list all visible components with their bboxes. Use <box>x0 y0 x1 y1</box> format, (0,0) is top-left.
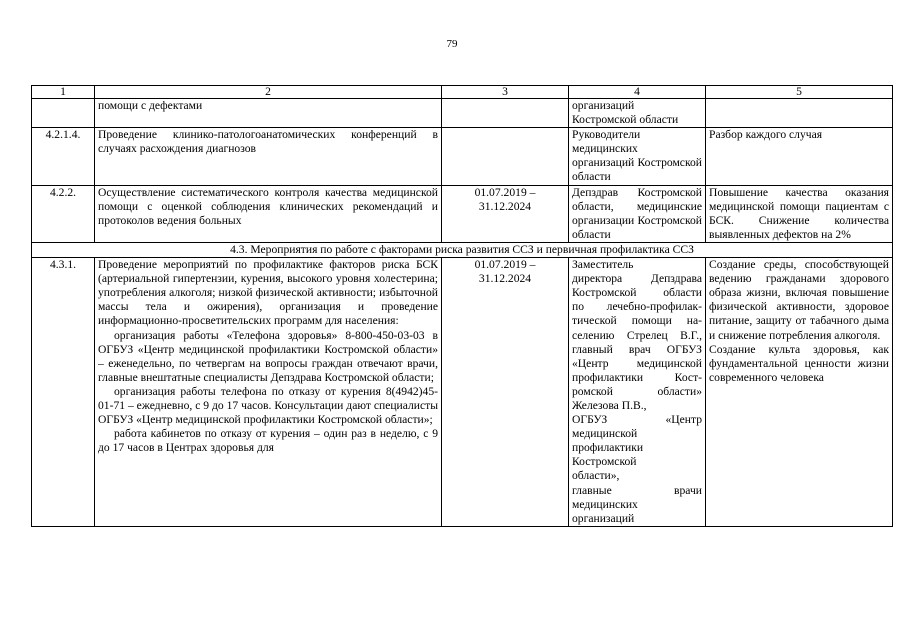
table-row <box>32 128 893 185</box>
executor-cell: Заместитель директора Депздрава Костромской области по лечебно-профилак- тической помощи на- селению Стрелец В.Г., главный врач ОГБУЗ «Центр медицинской профилактики Кост- ромской области» Железова П.В., ОГБУЗ «Центр медицинской профилактики Костромской области», главные врачи медицинских организаций <box>569 258 706 527</box>
header-cell: 4 <box>569 86 706 99</box>
table-row <box>32 99 893 128</box>
executor-cell: организаций Костромской области <box>569 99 706 128</box>
page-number: 79 <box>446 38 458 50</box>
header-cell: 2 <box>95 86 442 99</box>
header-cell: 1 <box>32 86 95 99</box>
table-row <box>32 258 893 527</box>
row-number: 4.2.2. <box>32 185 95 242</box>
table-row <box>32 185 893 242</box>
result-cell: Разбор каждого случая <box>706 128 893 185</box>
term-cell <box>442 99 569 128</box>
measure-cell: помощи с дефектами <box>95 99 442 128</box>
result-cell <box>706 99 893 128</box>
term-cell <box>442 128 569 185</box>
section-row <box>32 242 893 257</box>
row-number <box>32 99 95 128</box>
row-number: 4.2.1.4. <box>32 128 95 185</box>
measure-cell: Проведение мероприятий по профилактике факторов риска БСК (артериальной гипертензии, курения, высокого уровня холестерина; употребления алкоголя; низкой физической активности; избыточной массы тела и ожирения), организация и проведение информационно-просветительских программ для населения: организация работы «Телефона здоровья» 8-800-450-03-03 в ОГБУЗ «Центр медицинской профилактики Костромской области» – еженедельно, по четвергам на вопросы граждан отвечают врачи, главные внештатные специалисты Депздрава Костромской области; организация работы телефона по отказу от курения 8(4942)45-01-71 – ежедневно, с 9 до 17 часов. Консультации дают специалисты ОГБУЗ «Центр медицинской профилактики Костромской области»; работа кабинетов по отказу от курения – один раз в неделю, с 9 до 17 часов в Центрах здоровья для <box>95 258 442 527</box>
row-number: 4.3.1. <box>32 258 95 527</box>
executor-cell: Руководители медицинских организаций Костромской области <box>569 128 706 185</box>
term-cell: 01.07.2019 – 31.12.2024 <box>442 185 569 242</box>
executor-cell: Депздрав Костромской области, медицинские организации Костромской области <box>569 185 706 242</box>
measure-cell: Осуществление систематического контроля качества медицинской помощи с оценкой соблюдения клинических рекомендаций и протоколов ведения больных <box>95 185 442 242</box>
section-title: 4.3. Мероприятия по работе с факторами риска развития ССЗ и первичная профилактика ССЗ <box>32 242 893 257</box>
result-cell: Повышение качества оказания медицинской помощи пациентам с БСК. Снижение количества выявленных дефектов на 2% <box>706 185 893 242</box>
header-cell: 5 <box>706 86 893 99</box>
table-header-row <box>32 86 893 99</box>
header-cell: 3 <box>442 86 569 99</box>
result-cell: Создание среды, способствующей ведению гражданами здорового образа жизни, включая повышение физической активности, здоровое питание, защиту от табачного дыма и снижение потребления алкоголя. Создание культа здоровья, как фундаментальной ценности жизни современного человека <box>706 258 893 527</box>
measure-cell: Проведение клинико-патологоанатомических конференций в случаях расхождения диагнозов <box>95 128 442 185</box>
measures-table <box>31 85 893 527</box>
term-cell: 01.07.2019 – 31.12.2024 <box>442 258 569 527</box>
